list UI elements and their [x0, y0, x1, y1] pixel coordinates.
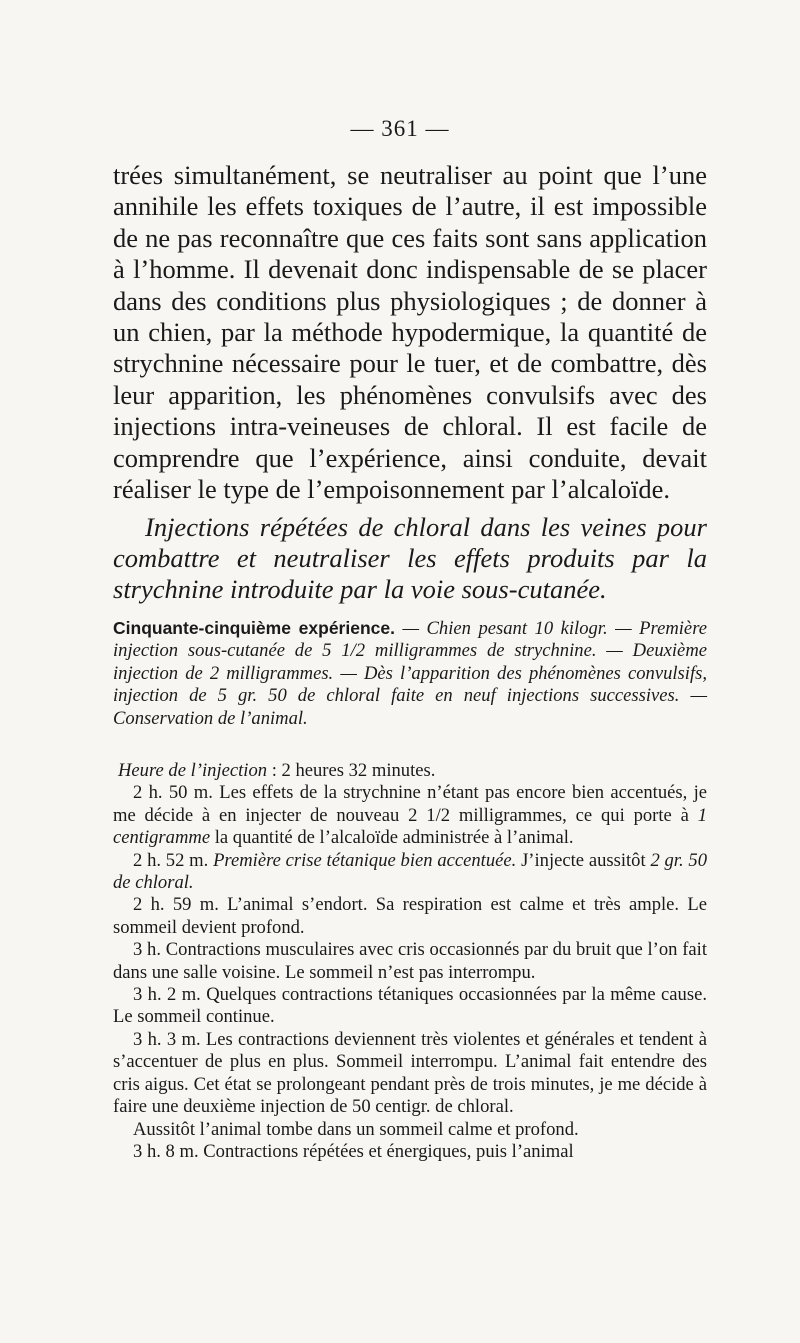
log-emphasis: Première crise tétanique bien accentuée. — [213, 849, 517, 871]
body-text — [113, 160, 707, 505]
log-entry — [113, 782, 707, 849]
log-entry — [113, 850, 707, 895]
experiment-title: Cinquante-cinquième expérience. — [113, 618, 395, 638]
body-paragraph: trées simultanément, se neutraliser au point que l’une annihile les effets toxiques de l’autre, il est impossible de ne pas reconnaître que ces faits sont sans application à l’homme. Il devenait donc indispensable de se placer dans des conditions plus physiologiques ; de donner à un chien, par la méthode hypodermique, la quantité de strychnine nécessaire pour le tuer, et de combattre, dès leur apparition, les phénomènes convulsifs avec des injections intra-veineuses de chloral. Il est facile de comprendre que l’expérience, ainsi conduite, devait réaliser le type de l’empoisonnement par l’alcaloïde. — [113, 160, 707, 505]
log-text: J’injecte aussitôt — [516, 849, 651, 871]
log-entry: 3 h. 8 m. Contractions répétées et énergiques, puis l’animal — [133, 1140, 574, 1162]
injection-time-value: : 2 heures 32 minutes. — [267, 760, 436, 781]
experiment-log — [113, 760, 707, 1163]
log-entry — [113, 760, 707, 782]
experiment-description: — Chien pesant 10 kilogr. — Première injection sous-cutanée de 5 1/2 milligrammes de strychnine. — Deuxième injection de 2 milligrammes. — Dès l’apparition des phénomènes convulsifs, injection de 5 gr. 50 de chloral faite en neuf injections successives. — Conservation de l’animal. — [113, 618, 707, 729]
log-entry: 3 h. Contractions musculaires avec cris occasionnés par du bruit que l’on fait dans une salle voisine. Le sommeil n’est pas interrompu. — [113, 939, 707, 983]
section-heading: Injections répétées de chloral dans les veines pour combattre et neutraliser les effets produits par la strychnine introduite par la voie sous-cutanée. — [113, 512, 707, 604]
log-entry: 3 h. 2 m. Quelques contractions tétaniques occasionnées par la même cause. Le sommeil continue. — [113, 984, 707, 1028]
experiment-summary — [113, 617, 707, 730]
log-emphasis: 1 centigramme — [113, 804, 707, 849]
log-time: 2 h. 52 m. — [133, 849, 214, 871]
injection-time-label: Heure de l’injection — [118, 760, 268, 781]
log-entry: Aussitôt l’animal tombe dans un sommeil calme et profond. — [133, 1118, 579, 1140]
log-text: la quantité de l’alcaloïde administrée à l’animal. — [210, 827, 574, 849]
log-emphasis: 2 gr. 50 de chloral. — [113, 849, 708, 894]
log-entry: 2 h. 59 m. L’animal s’endort. Sa respiration est calme et très ample. Le sommeil devient profond. — [113, 894, 707, 938]
page-number: — 361 — — [350, 116, 450, 141]
log-text: 2 h. 50 m. Les effets de la strychnine n’étant pas encore bien accentués, je me décide à en injecter de nouveau 2 1/2 milligrammes, ce qui porte à — [113, 782, 707, 826]
log-entry: 3 h. 3 m. Les contractions deviennent très violentes et générales et tendent à s’accentuer de plus en plus. Sommeil interrompu. L’animal fait entendre des cris aigus. Cet état se prolongeant pendant près de trois minutes, je me décide à faire une deuxième injection de 50 centigr. de chloral. — [113, 1028, 707, 1118]
